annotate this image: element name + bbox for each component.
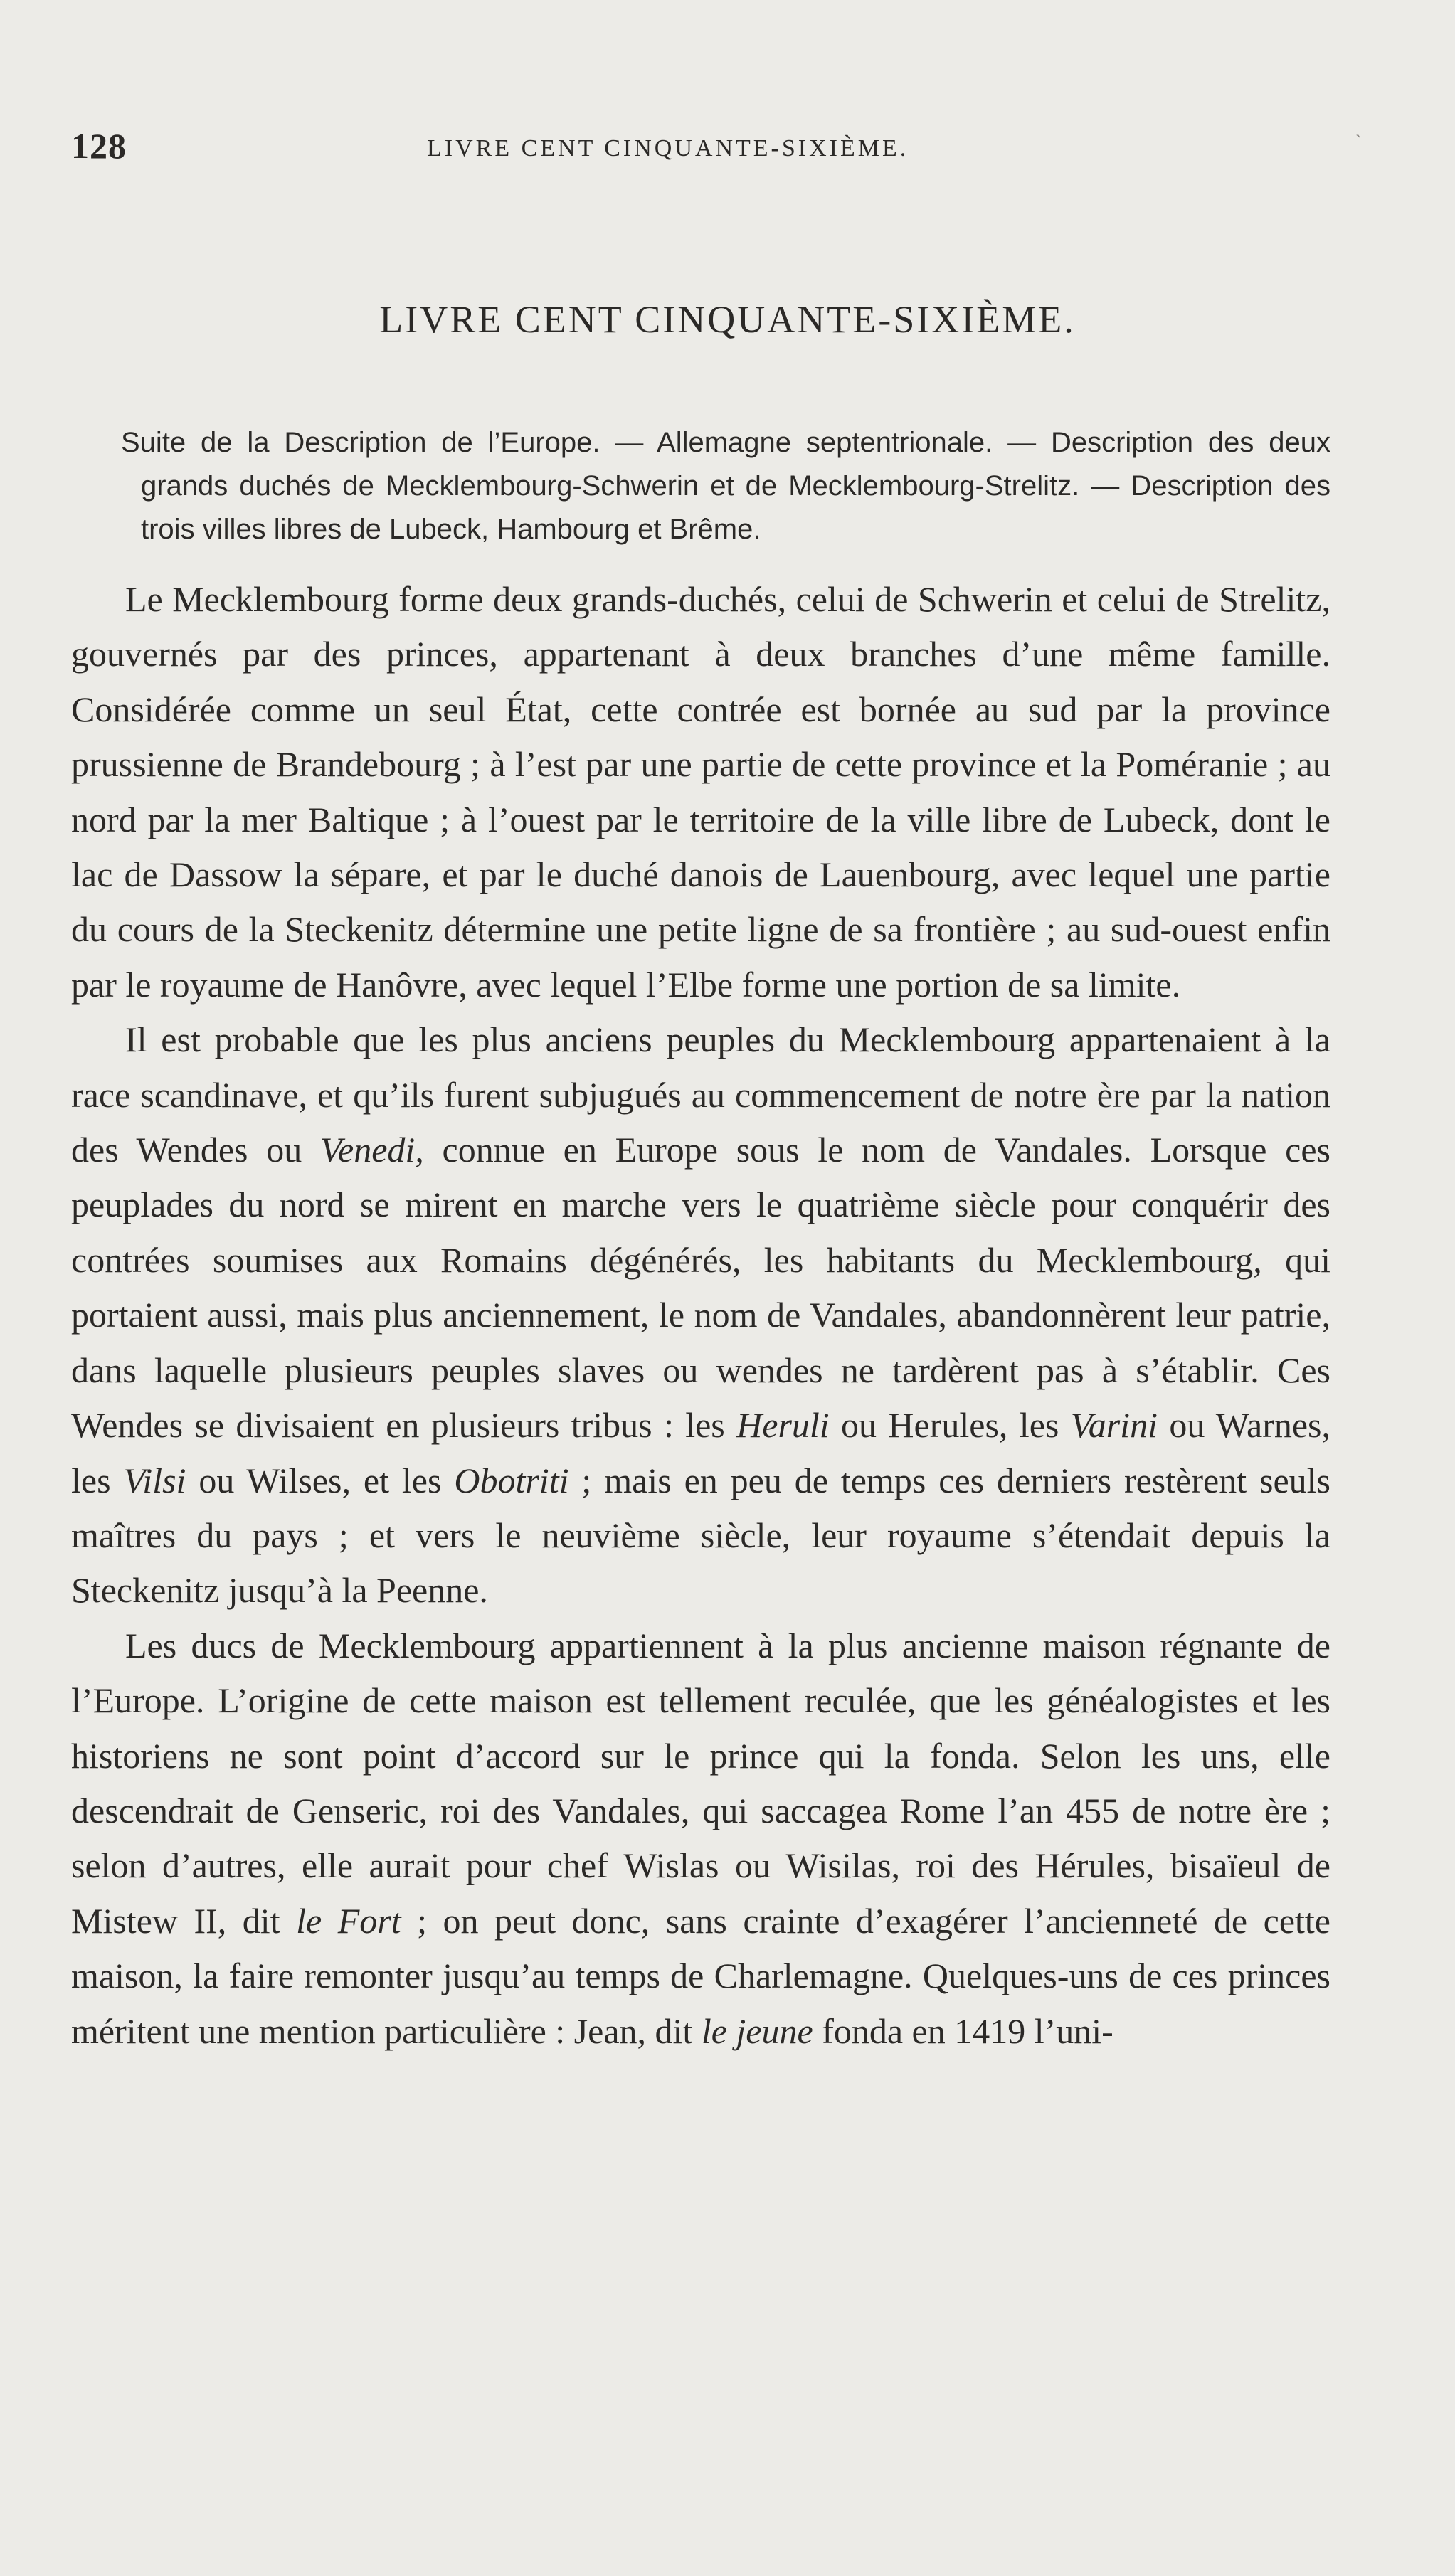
margin-mark: ˎ (1355, 117, 1362, 138)
italic-term: Vilsi (123, 1460, 186, 1500)
paragraph-3: Les ducs de Mecklembourg appartiennent à la plus ancienne maison régnante de l’Europe. L’origine de cette maison est tellement reculée, que les généalogistes et les historiens ne sont point d’accord sur le prince qui la fonda. Selon les uns, elle descendrait de Genseric, roi des Vandales, qui saccagea Rome l’an 455 de notre ère ; selon d’autres, elle aurait pour chef Wislas ou Wisilas, roi des Hérules, bisaïeul de Mistew II, dit le Fort ; on peut donc, sans crainte d’exagérer l’ancienneté de cette maison, la faire remonter jusqu’au temps de Charlemagne. Quelques-uns de ces princes méritent une mention particulière : Jean, dit le jeune fonda en 1419 l’uni- (71, 1625, 1330, 2051)
chapter-summary: Suite de la Description de l’Europe. — Allemagne septentrionale. — Description des deux grands duchés de Mecklembourg-Schwerin et de Mecklembourg-Strelitz. — Description des trois villes libres de Lubeck, Hambourg et Brême. (121, 427, 1330, 545)
running-title: LIVRE CENT CINQUANTE-SIXIÈME. (427, 135, 909, 161)
italic-term: Heruli (736, 1405, 830, 1446)
running-header (71, 125, 1338, 168)
italic-term: le jeune (701, 2010, 813, 2051)
paragraph-1: Le Mecklembourg forme deux grands-duchés, celui de Schwerin et celui de Strelitz, gouvernés par des princes, appartenant à deux branches d’une même famille. Considérée comme un seul État, cette contrée est bornée au sud par la province prussienne de Brandebourg ; à l’est par une partie de cette province et la Poméranie ; au nord par la mer Baltique ; à l’ouest par le territoire de la ville libre de Lubeck, dont le lac de Dassow la sépare, et par le duché danois de Lauenbourg, avec lequel une partie du cours de la Steckenitz détermine une petite ligne de sa frontière ; au sud-ouest enfin par le royaume de Hanôvre, avec lequel l’Elbe forme une portion de sa limite. (71, 579, 1330, 1005)
italic-term: le Fort (296, 1900, 401, 1941)
page-number: 128 (71, 126, 127, 166)
body-text (71, 572, 1330, 2059)
chapter-title: LIVRE CENT CINQUANTE-SIXIÈME. (379, 298, 1076, 341)
italic-term: Venedi, (320, 1130, 424, 1170)
paragraph-2: Il est probable que les plus anciens peuples du Mecklembourg appartenaient à la race scandinave, et qu’ils furent subjugués au commencement de notre ère par la nation des Wendes ou Venedi, connue en Europe sous le nom de Vandales. Lorsque ces peuplades du nord se mirent en marche vers le quatrième siècle pour conquérir des contrées soumises aux Romains dégénérés, les habitants du Mecklembourg, qui portaient aussi, mais plus anciennement, le nom de Vandales, abandonnèrent leur patrie, dans laquelle plusieurs peuples slaves ou wendes ne tardèrent pas à s’établir. Ces Wendes se divisaient en plusieurs tribus : les Heruli ou Herules, les Varini ou Warnes, les Vilsi ou Wilses, et les Obotriti ; mais en peu de temps ces derniers restèrent seuls maîtres du pays ; et vers le neuvième siècle, leur royaume s’étendait depuis la Steckenitz jusqu’à la Peenne. (71, 1019, 1330, 1611)
italic-term: Obotriti (454, 1460, 569, 1500)
italic-term: Varini (1070, 1405, 1158, 1446)
